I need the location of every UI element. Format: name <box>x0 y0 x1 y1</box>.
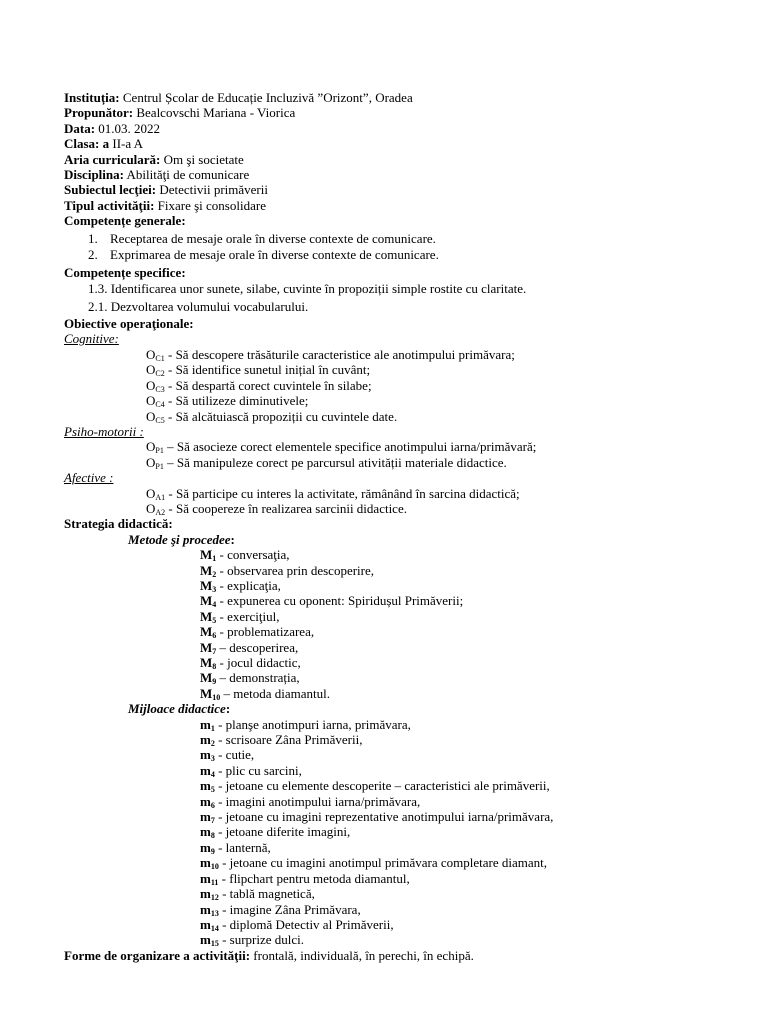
item-subscript: 5 <box>212 615 217 625</box>
method-item <box>64 609 724 624</box>
specific-competence-item: 1.3. Identificarea unor sunete, silabe, cuvinte în propoziții simple rostite cu claritate. <box>88 281 527 297</box>
item-subscript: 8 <box>212 662 217 671</box>
general-competence-item <box>64 231 724 247</box>
item-subscript: 1 <box>210 723 215 733</box>
item-code: M <box>200 593 213 609</box>
item-subscript: 2 <box>210 739 215 749</box>
item-subscript: C1 <box>155 353 165 363</box>
header-label: Tipul activităţii: <box>64 197 155 213</box>
means-title: Mijloace didactice <box>128 701 226 717</box>
item-subscript: C3 <box>155 384 165 394</box>
objective-item <box>64 409 724 424</box>
item-code: m <box>200 793 211 809</box>
objectives-title: Obiective operaţionale: <box>64 316 194 332</box>
item-text: - scrisoare Zâna Primăverii, <box>214 732 363 748</box>
item-text: – metoda diamantul. <box>220 685 331 701</box>
means-item <box>64 794 724 809</box>
methods-list <box>64 547 724 701</box>
cognitive-objectives <box>64 347 724 424</box>
item-code: m <box>200 716 211 732</box>
means-item <box>64 902 724 917</box>
item-subscript: C2 <box>155 369 165 379</box>
header-value: Om şi societate <box>160 151 244 167</box>
header-value: Bealcovschi Mariana - Viorica <box>133 105 296 121</box>
item-subscript: 10 <box>210 862 219 872</box>
item-code: O <box>146 485 156 501</box>
general-competences-list <box>64 231 724 263</box>
header-label: Disciplina: <box>64 167 124 183</box>
item-subscript: 10 <box>212 692 221 702</box>
means-list <box>64 717 724 948</box>
item-code: m <box>200 824 211 840</box>
item-text: – descoperirea, <box>216 639 299 655</box>
header-line <box>64 136 724 151</box>
item-subscript: 6 <box>212 631 217 641</box>
item-text: - Să despartă corect cuvintele în silabe; <box>164 377 372 393</box>
item-text: - expunerea cu oponent: Spiridușul Primăverii; <box>216 593 464 609</box>
item-code: m <box>200 839 211 855</box>
item-text: - flipchart pentru metoda diamantul, <box>218 870 410 886</box>
objective-item <box>64 393 724 408</box>
item-text: Receptarea de mesaje orale în diverse contexte de comunicare. <box>110 230 436 246</box>
item-text: – Să manipuleze corect pe parcursul ativității materiale didactice. <box>163 454 507 470</box>
methods-heading: Metode şi procedee: <box>128 531 235 547</box>
header-label: Instituția: <box>64 90 120 105</box>
item-subscript: 7 <box>212 646 217 656</box>
item-text: - surprize dulci. <box>218 932 305 948</box>
method-item <box>64 640 724 655</box>
item-subscript: C5 <box>155 415 165 425</box>
item-code: O <box>146 439 156 455</box>
item-code: M <box>200 547 213 563</box>
strategy-title: Strategia didactică: <box>64 516 173 532</box>
item-code: M <box>200 639 213 655</box>
item-text: - tablă magnetică, <box>218 886 315 902</box>
item-code: O <box>146 454 156 470</box>
header-block <box>64 90 724 213</box>
item-text: - cutie, <box>214 747 255 763</box>
method-item <box>64 593 724 608</box>
cognitive-title: Cognitive: <box>64 331 119 347</box>
psychomotor-objectives <box>64 439 724 470</box>
general-competences-title: Competențe generale: <box>64 213 186 229</box>
lesson-plan-document <box>64 90 724 963</box>
item-text: - jocul didactic, <box>216 655 301 670</box>
objective-item <box>64 362 724 377</box>
item-code: m <box>200 732 211 748</box>
item-text: - Să alcătuiască propoziții cu cuvintele date. <box>164 408 398 424</box>
header-line <box>64 167 724 182</box>
item-code: O <box>146 408 156 424</box>
item-text: - exerciţiul, <box>216 608 280 624</box>
affective-title: Afective : <box>64 470 114 486</box>
item-code: m <box>200 778 211 794</box>
item-text: - Să coopereze în realizarea sarcinii didactice. <box>165 500 407 516</box>
item-text: - Să participe cu interes la activitate, rămânând în sarcina didactică; <box>165 485 520 501</box>
item-subscript: 9 <box>210 846 215 856</box>
header-line <box>64 198 724 213</box>
means-item <box>64 778 724 793</box>
header-value: Detectivii primăverii <box>156 182 268 198</box>
item-subscript: A2 <box>155 507 166 517</box>
objective-item <box>64 486 724 501</box>
objective-item <box>64 378 724 393</box>
header-value: Fixare şi consolidare <box>154 197 266 213</box>
item-code: m <box>200 932 211 948</box>
specific-competences-title: Competențe specifice: <box>64 264 186 280</box>
item-subscript: 13 <box>210 908 219 918</box>
specific-competence-item: 2.1. Dezvoltarea volumului vocabularului. <box>88 299 309 315</box>
method-item <box>64 624 724 639</box>
item-code: M <box>200 624 213 640</box>
method-item <box>64 563 724 578</box>
objective-item <box>64 347 724 362</box>
item-subscript: 4 <box>212 600 217 610</box>
objective-item <box>64 439 724 454</box>
header-line <box>64 152 724 167</box>
item-code: M <box>200 655 213 670</box>
item-subscript: 5 <box>210 785 215 795</box>
item-text: - diplomă Detectiv al Primăverii, <box>218 916 394 932</box>
item-code: m <box>200 747 211 763</box>
item-subscript: 9 <box>212 677 217 687</box>
item-code: m <box>200 855 211 871</box>
item-subscript: P1 <box>155 446 164 456</box>
item-code: O <box>146 377 156 393</box>
means-item <box>64 855 724 870</box>
item-text: - conversaţia, <box>216 547 290 563</box>
method-item <box>64 547 724 562</box>
item-code: O <box>146 393 156 409</box>
item-code: O <box>146 362 156 378</box>
item-code: m <box>200 886 211 902</box>
header-value: Abilităţi de comunicare <box>123 167 250 183</box>
item-subscript: 11 <box>210 877 219 887</box>
header-line <box>64 182 724 197</box>
item-text: - jetoane diferite imagini, <box>214 824 351 840</box>
method-item <box>64 670 724 685</box>
item-subscript: 12 <box>210 893 219 903</box>
item-text: - Să descopere trăsăturile caracteristice ale anotimpului primăvara; <box>164 346 515 362</box>
header-value: Centrul Școlar de Educație Incluzivă ”Orizont”, Oradea <box>119 90 413 105</box>
header-line <box>64 90 724 105</box>
means-item <box>64 732 724 747</box>
item-text: - Să utilizeze diminutivele; <box>164 393 309 409</box>
item-text: - planşe anotimpuri iarna, primăvara, <box>214 716 411 732</box>
organization-forms-value: frontală, individuală, în perechi, în echipă. <box>250 947 474 963</box>
psychomotor-title: Psiho-motorii : <box>64 423 144 439</box>
item-text: - lanternă, <box>214 839 271 855</box>
item-subscript: 8 <box>210 831 215 841</box>
means-item <box>64 886 724 901</box>
item-code: m <box>200 870 211 886</box>
item-subscript: 4 <box>210 769 215 779</box>
item-text: - explicaţia, <box>216 577 281 593</box>
means-item <box>64 809 724 824</box>
organization-forms-label: Forme de organizare a activităţii: <box>64 947 251 963</box>
item-code: M <box>200 685 213 701</box>
item-subscript: 3 <box>212 584 217 594</box>
item-text: - observarea prin descoperire, <box>216 562 375 578</box>
item-subscript: 15 <box>210 939 219 949</box>
item-code: m <box>200 762 211 778</box>
item-subscript: 7 <box>210 816 215 826</box>
item-text: – Să asocieze corect elementele specifice anotimpului iarna/primăvară; <box>163 439 537 455</box>
item-code: M <box>200 577 213 593</box>
header-line <box>64 105 724 120</box>
means-item <box>64 763 724 778</box>
item-code: m <box>200 916 211 932</box>
item-number: 2. <box>88 246 98 262</box>
item-code: M <box>200 670 213 686</box>
method-item <box>64 578 724 593</box>
means-item <box>64 932 724 947</box>
item-text: – demonstrația, <box>216 670 300 686</box>
item-subscript: A1 <box>155 492 166 502</box>
methods-title: Metode şi procedee <box>128 531 231 547</box>
item-text: - jetoane cu imagini anotimpul primăvara completare diamant, <box>218 855 547 871</box>
objective-item <box>64 455 724 470</box>
organization-forms <box>64 948 724 963</box>
header-label: Aria curriculară: <box>64 151 161 167</box>
item-code: M <box>200 608 213 624</box>
affective-objectives <box>64 486 724 517</box>
item-subscript: 14 <box>210 923 219 933</box>
means-item <box>64 840 724 855</box>
general-competence-item <box>64 247 724 263</box>
header-value: 01.03. 2022 <box>95 120 161 136</box>
means-item <box>64 871 724 886</box>
item-text: - problematizarea, <box>216 624 315 640</box>
item-text: - imagine Zâna Primăvara, <box>218 901 361 917</box>
header-line <box>64 121 724 136</box>
item-code: O <box>146 500 156 516</box>
item-code: O <box>146 346 156 362</box>
item-subscript: P1 <box>155 461 164 471</box>
method-item <box>64 686 724 701</box>
objective-item <box>64 501 724 516</box>
item-subscript: 6 <box>210 800 215 810</box>
item-number: 1. <box>88 230 98 246</box>
means-item <box>64 747 724 762</box>
item-subscript: 1 <box>212 554 217 564</box>
means-item <box>64 917 724 932</box>
item-text: - Să identifice sunetul inițial în cuvânt; <box>164 362 371 378</box>
item-text: - jetoane cu imagini reprezentative anotimpului iarna/primăvara, <box>214 809 554 825</box>
item-code: m <box>200 809 211 825</box>
item-text: - imagini anotimpului iarna/primăvara, <box>214 793 421 809</box>
item-subscript: 2 <box>212 569 217 579</box>
item-text: - jetoane cu elemente descoperite – caracteristici ale primăverii, <box>214 778 550 794</box>
item-subscript: C4 <box>155 400 165 410</box>
item-code: m <box>200 901 211 917</box>
header-label: Propunător: <box>64 105 134 121</box>
means-heading: Mijloace didactice: <box>128 701 231 717</box>
item-subscript: 3 <box>210 754 215 764</box>
method-item <box>64 655 724 670</box>
header-label: Clasa: a <box>64 136 110 152</box>
header-label: Subiectul lecţiei: <box>64 182 157 198</box>
item-text: - plic cu sarcini, <box>214 762 302 778</box>
item-code: M <box>200 562 213 578</box>
means-item <box>64 717 724 732</box>
means-item <box>64 824 724 839</box>
item-text: Exprimarea de mesaje orale în diverse contexte de comunicare. <box>110 246 439 262</box>
header-value: II-a A <box>109 136 144 152</box>
specific-competences-list <box>64 280 724 316</box>
header-label: Data: <box>64 120 96 136</box>
